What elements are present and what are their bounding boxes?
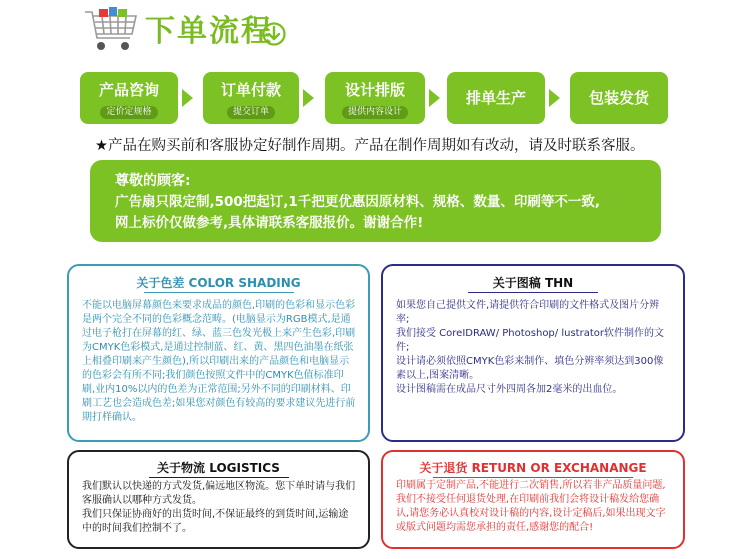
box-line: 我们只保证协商好的出货时间,不保证最终的到货时间,运输途中的时间我们控制不了。 (82, 509, 349, 534)
step-label: 排单生产 (465, 89, 526, 107)
step-sublabel: 定价定规格 (100, 106, 157, 119)
return-exchange-box (381, 450, 685, 549)
shopping-cart-icon (82, 6, 142, 54)
box-line: 设计请必须依照CMYK色彩来制作、填色分辨率须达到300像素以上,图案清晰。 (396, 356, 664, 381)
box-body: 印刷属于定制产品,不能进行二次销售,所以若非产品质量问题,我们不接受任何退货处理,在印刷前我们会将设计稿发给您确认,请您务必认真校对设计稿的内容,设计定稿后,如果出现文字或版式问题均需您承担的责任,感谢您的配合! (396, 480, 666, 533)
box-line: 我们接受 CoreIDRAW/ Photoshop/ lustrator软件制作的文件; (396, 328, 664, 353)
box-line: 设计图稿需在成品尺寸外四周各加2毫米的出血位。 (396, 384, 623, 395)
step-label: 设计排版 (344, 81, 405, 99)
step-sublabel: 提交订单 (227, 106, 275, 119)
step-sublabel: 提供内容设计 (342, 106, 408, 119)
step-product-inquiry (80, 72, 178, 124)
title-underline (433, 477, 633, 478)
box-title: 关于色差 COLOR SHADING (136, 276, 301, 290)
step-arrow-icon (549, 89, 560, 107)
step-order-payment (203, 72, 299, 124)
panel-title: 尊敬的顾客: (115, 173, 191, 189)
box-title: 关于退货 RETURN OR EXCHANANGE (419, 461, 647, 475)
box-line: 我们默认以快递的方式发货,偏远地区物流。您下单时请与我们客服确认以哪种方式发货。 (82, 481, 356, 506)
box-title: 关于物流 LOGISTICS (157, 461, 280, 475)
box-body: 不能以电脑屏幕颜色来要求成品的颜色,印刷的色彩和显示色彩是两个完全不同的色彩概念范畴。(电脑显示为RGB模式,是通过电子枪打在屏幕的红、绿、蓝三色发光极上来产生色彩,印刷为CMYK色彩模式,是通过控制蓝、红、黄、黑四色油墨在纸张上相叠印刷来产生颜色),所以印刷出来的产品颜色和电脑显示的色彩会有所不同;我们颜色按照文件中的CMYK色值标准印刷,业内10%以内的色差为正常范围;另外不同的印刷材料、印刷工艺也会造成色差;如果您对颜色有较高的要求建议先进行前期打样确认。 (82, 300, 356, 423)
panel-line: 广告扇只限定制,500把起订,1千把更优惠因原材料、规格、数量、印刷等不一致, (115, 194, 600, 210)
down-arrow-circle-icon (262, 22, 286, 46)
step-shipping (570, 72, 668, 124)
step-label: 包装发货 (588, 89, 649, 107)
step-arrow-icon (303, 89, 314, 107)
panel-line: 网上标价仅做参考,具体请联系客服报价。谢谢合作! (115, 215, 424, 231)
box-body (82, 480, 356, 536)
artwork-box (381, 264, 685, 442)
step-production (447, 72, 545, 124)
box-title: 关于图稿 THN (492, 276, 574, 290)
title-underline (144, 292, 294, 293)
panel-text (115, 192, 655, 234)
title-underline (468, 292, 598, 293)
box-line: 如果您自己提供文件,请提供符合印刷的文件格式及图片分辨率; (396, 300, 660, 325)
step-label: 产品咨询 (98, 81, 159, 99)
step-arrow-icon (429, 89, 440, 107)
notice-text: ★产品在购买前和客服协定好制作周期。产品在制作周期如有改动，请及时联系客服。 (95, 138, 645, 154)
title-underline (149, 477, 289, 478)
color-shading-box (67, 264, 370, 442)
box-body (396, 299, 671, 397)
step-arrow-icon (182, 89, 193, 107)
step-design-layout (325, 72, 425, 124)
logistics-box (67, 450, 370, 549)
step-label: 订单付款 (220, 81, 281, 99)
page-title: 下单流程 (145, 14, 273, 49)
